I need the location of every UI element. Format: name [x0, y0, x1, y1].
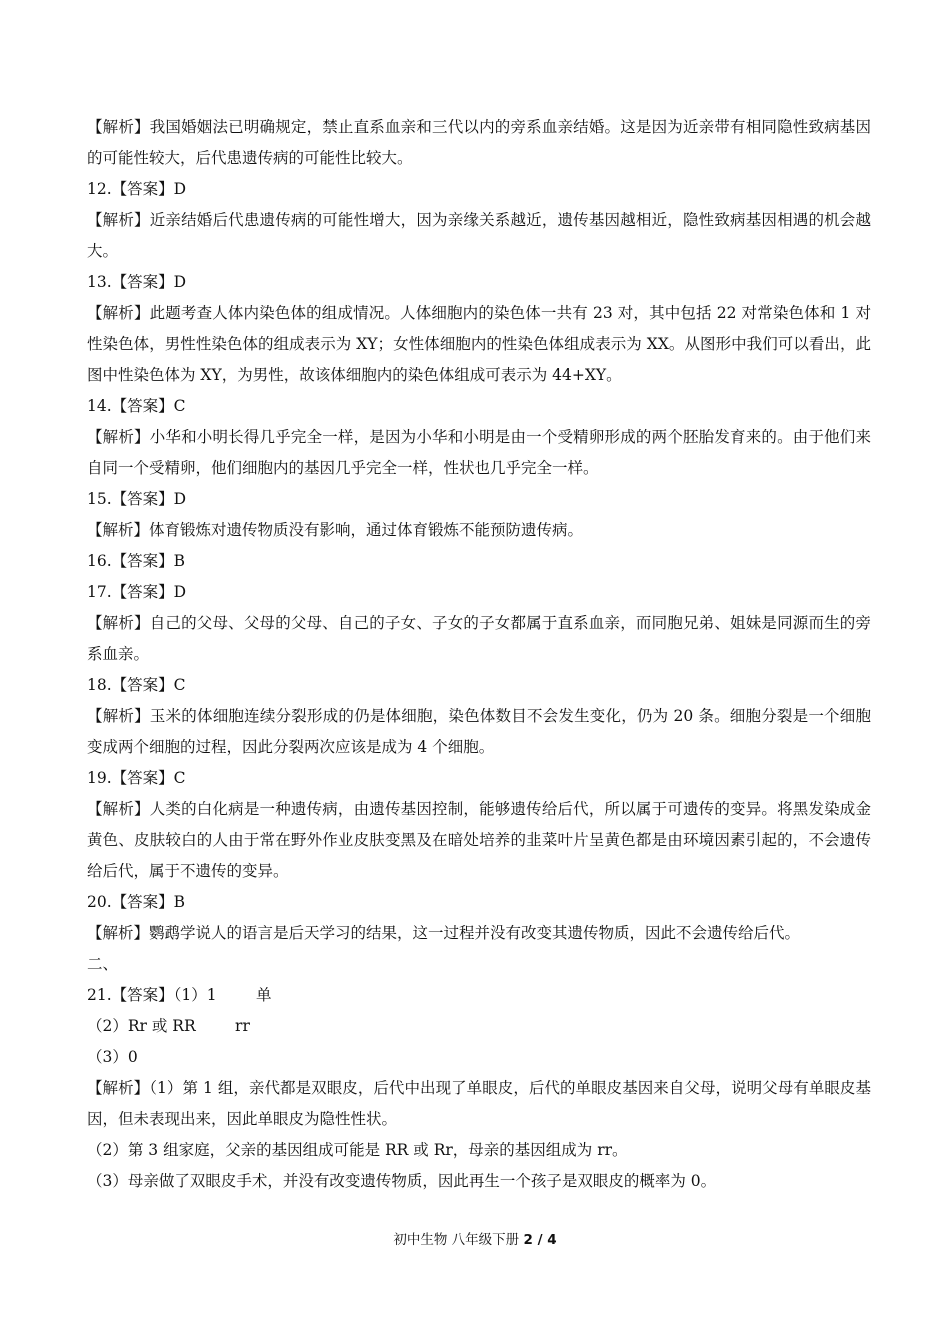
answer-19: 19.【答案】C	[87, 769, 186, 787]
analysis-11: 【解析】我国婚姻法已明确规定，禁止直系血亲和三代以内的旁系血亲结婚。这是因为近亲带有相同隐性致病基因的可能性较大，后代患遗传病的可能性比较大。	[87, 118, 871, 167]
section-two-heading: 二、	[87, 955, 119, 973]
answer-21-part-3: （3）0	[87, 1048, 138, 1066]
analysis-20: 【解析】鹦鹉学说人的语言是后天学习的结果，这一过程并没有改变其遗传物质，因此不会遗传给后代。	[87, 924, 801, 942]
answer-21: 21.【答案】（1）1 单	[87, 986, 272, 1004]
analysis-21-part-1: 【解析】（1）第 1 组，亲代都是双眼皮，后代中出现了单眼皮，后代的单眼皮基因来自父母，说明父母有单眼皮基因，但未表现出来，因此单眼皮为隐性性状。	[87, 1079, 871, 1128]
analysis-12: 【解析】近亲结婚后代患遗传病的可能性增大，因为亲缘关系越近，遗传基因越相近，隐性致病基因相遇的机会越大。	[87, 211, 871, 260]
analysis-21-part-2: （2）第 3 组家庭，父亲的基因组成可能是 RR 或 Rr，母亲的基因组成为 rr。	[87, 1141, 628, 1159]
answer-13: 13.【答案】D	[87, 273, 187, 291]
analysis-13: 【解析】此题考查人体内染色体的组成情况。人体细胞内的染色体一共有 23 对，其中包括 22 对常染色体和 1 对性染色体，男性性染色体的组成表示为 XY；女性体细胞内的性染色体组成表示为 XX。从图形中我们可以看出，此图中性染色体为 XY，为男性，故该体细胞内的染色体组成可表示为 44+XY。	[87, 304, 871, 384]
analysis-18: 【解析】玉米的体细胞连续分裂形成的仍是体细胞，染色体数目不会发生变化，仍为 20 条。细胞分裂是一个细胞变成两个细胞的过程，因此分裂两次应该是成为 4 个细胞。	[87, 707, 871, 756]
answer-21-part-2: （2）Rr 或 RR rr	[87, 1017, 250, 1035]
answer-14: 14.【答案】C	[87, 397, 186, 415]
analysis-21-part-3: （3）母亲做了双眼皮手术，并没有改变遗传物质，因此再生一个孩子是双眼皮的概率为 0。	[87, 1172, 717, 1190]
answer-content	[87, 112, 871, 1197]
answer-15: 15.【答案】D	[87, 490, 187, 508]
answer-17: 17.【答案】D	[87, 583, 187, 601]
answer-18: 18.【答案】C	[87, 676, 186, 694]
footer-title: 初中生物 八年级下册	[393, 1232, 520, 1248]
analysis-19: 【解析】人类的白化病是一种遗传病，由遗传基因控制，能够遗传给后代，所以属于可遗传的变异。将黑发染成金黄色、皮肤较白的人由于常在野外作业皮肤变黑及在暗处培养的韭菜叶片呈黄色都是由环境因素引起的，不会遗传给后代，属于不遗传的变异。	[87, 800, 871, 880]
answer-20: 20.【答案】B	[87, 893, 186, 911]
answer-16: 16.【答案】B	[87, 552, 186, 570]
analysis-14: 【解析】小华和小明长得几乎完全一样，是因为小华和小明是由一个受精卵形成的两个胚胎发育来的。由于他们来自同一个受精卵，他们细胞内的基因几乎完全一样，性状也几乎完全一样。	[87, 428, 871, 477]
analysis-17: 【解析】自己的父母、父母的父母、自己的子女、子女的子女都属于直系血亲，而同胞兄弟、姐妹是同源而生的旁系血亲。	[87, 614, 871, 663]
page-footer	[0, 1228, 950, 1248]
answer-12: 12.【答案】D	[87, 180, 187, 198]
page-number: 2 / 4	[523, 1232, 557, 1248]
analysis-15: 【解析】体育锻炼对遗传物质没有影响，通过体育锻炼不能预防遗传病。	[87, 521, 584, 539]
